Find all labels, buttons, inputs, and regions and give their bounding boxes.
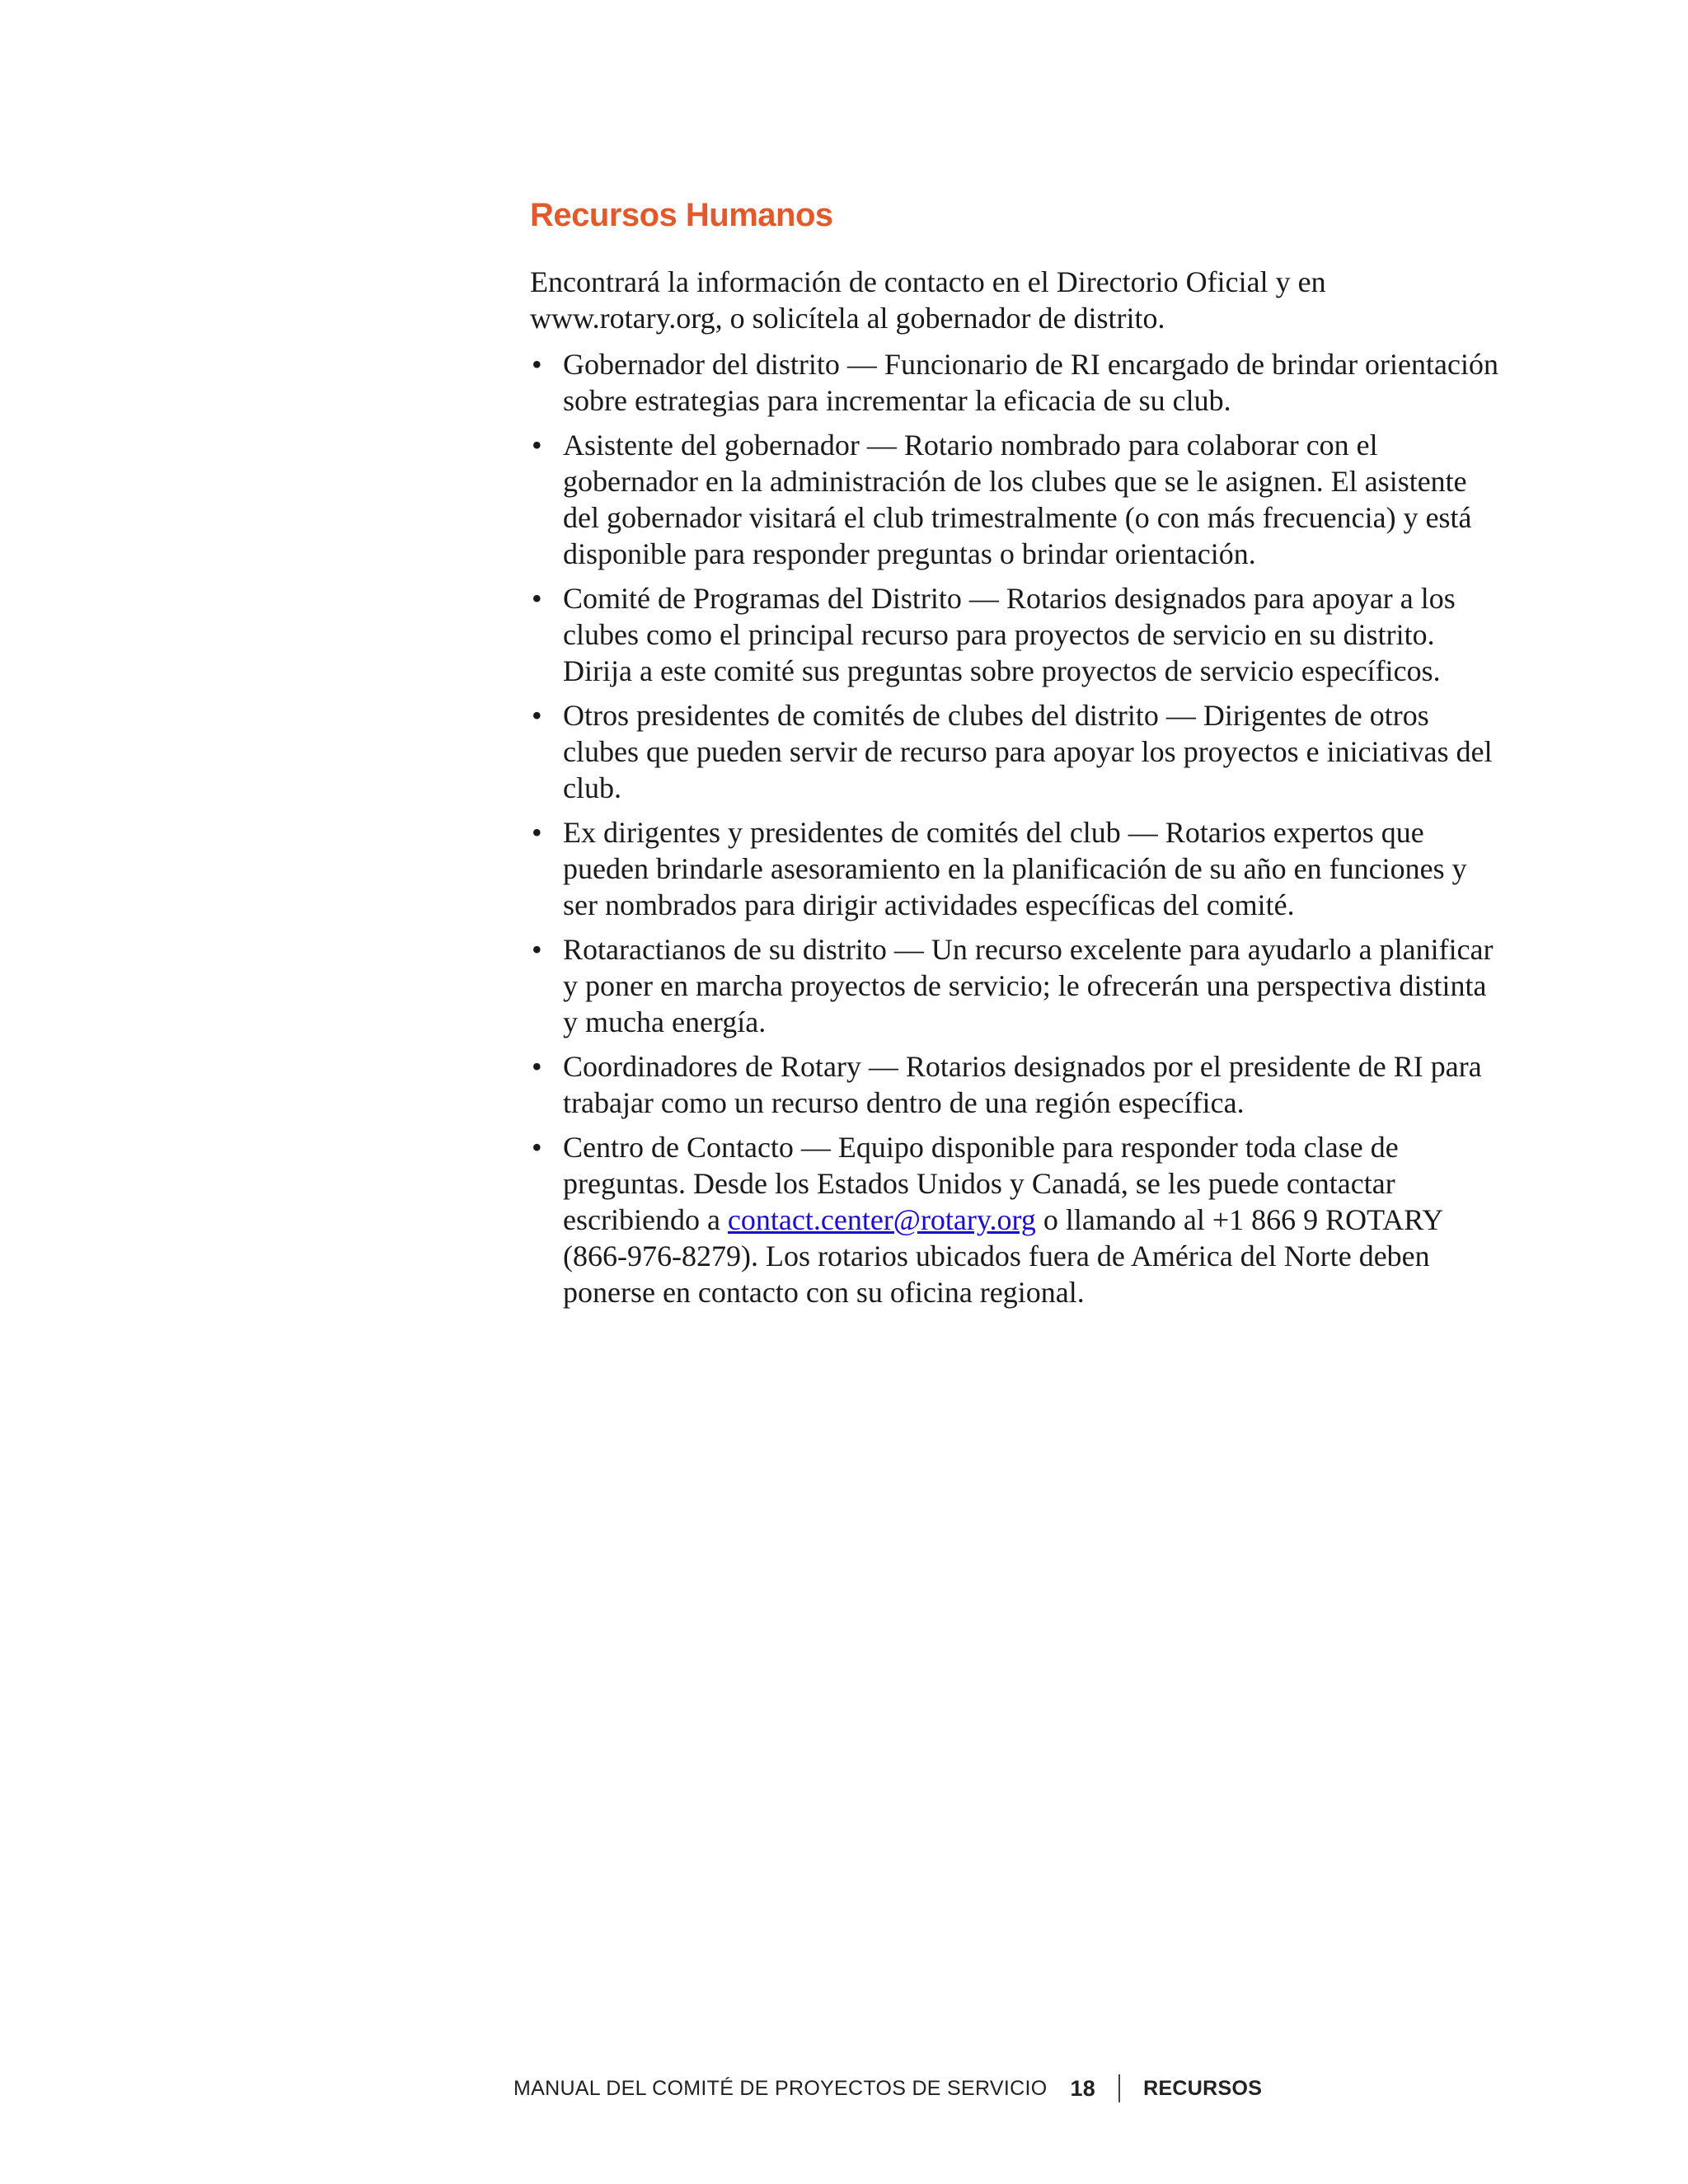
bullet-icon: • (532, 933, 542, 966)
footer-manual-title: MANUAL DEL COMITÉ DE PROYECTOS DE SERVICIO (513, 2076, 1048, 2100)
list-item (530, 814, 1503, 923)
bullet-icon: • (532, 429, 542, 462)
list-item-contact-center (530, 1129, 1503, 1310)
list-item-text: Otros presidentes de comités de clubes del distrito — Dirigentes de otros clubes que pueden servir de recurso para apoyar los proyectos e iniciativas del club. (563, 699, 1493, 804)
list-item (530, 697, 1503, 806)
contact-text-before: Centro de Contacto — Equipo disponible para responder toda clase de preguntas. Desde los Estados Unidos y Canadá, se les puede contactar escribiendo a (563, 1131, 1399, 1236)
list-item (530, 1048, 1503, 1121)
bullet-icon: • (532, 348, 542, 381)
list-item (530, 427, 1503, 572)
bullet-icon: • (532, 816, 542, 849)
contact-text-after: o llamando al +1 866 9 ROTARY (866-976-8279). Los rotarios ubicados fuera de América del Norte deben ponerse en contacto con su oficina regional. (563, 1203, 1442, 1309)
bullet-icon: • (532, 699, 542, 732)
list-item-text: Gobernador del distrito — Funcionario de RI encargado de brindar orientación sobre estrategias para incrementar la eficacia de su club. (563, 348, 1498, 417)
resource-list (530, 346, 1503, 1310)
main-content (530, 188, 1503, 1319)
bullet-icon: • (532, 582, 542, 615)
list-item-text: Rotaractianos de su distrito — Un recurso excelente para ayudarlo a planificar y poner en marcha proyectos de servicio; le ofrecerán una perspectiva distinta y mucha energía. (563, 933, 1493, 1038)
list-item (530, 931, 1503, 1040)
list-item-text: Coordinadores de Rotary — Rotarios designados por el presidente de RI para trabajar como un recurso dentro de una región específica. (563, 1050, 1482, 1119)
footer-divider (1118, 2074, 1120, 2102)
list-item (530, 580, 1503, 689)
footer-section-name: RECURSOS (1143, 2076, 1263, 2100)
intro-paragraph: Encontrará la información de contacto en el Directorio Oficial y en www.rotary.org, o solicítela al gobernador de distrito. (530, 265, 1326, 335)
page-number: 18 (1070, 2075, 1096, 2101)
page-footer (513, 2074, 1262, 2102)
bullet-icon: • (532, 1131, 542, 1164)
bullet-icon: • (532, 1050, 542, 1083)
section-title: Recursos Humanos (530, 197, 833, 233)
contact-email-link[interactable]: contact.center@rotary.org (727, 1203, 1036, 1236)
list-item-text: Comité de Programas del Distrito — Rotarios designados para apoyar a los clubes como el principal recurso para proyectos de servicio en su distrito. Dirija a este comité sus preguntas sobre proyectos de servicio específicos. (563, 582, 1456, 687)
list-item-text: Asistente del gobernador — Rotario nombrado para colaborar con el gobernador en la administración de los clubes que se le asignen. El asistente del gobernador visitará el club trimestralmente (o con más frecuencia) y está disponible para responder preguntas o brindar orientación. (563, 429, 1472, 570)
list-item (530, 346, 1503, 419)
list-item-text: Ex dirigentes y presidentes de comités del club — Rotarios expertos que pueden brindarle asesoramiento en la planificación de su año en funciones y ser nombrados para dirigir actividades específicas del comité. (563, 816, 1467, 921)
